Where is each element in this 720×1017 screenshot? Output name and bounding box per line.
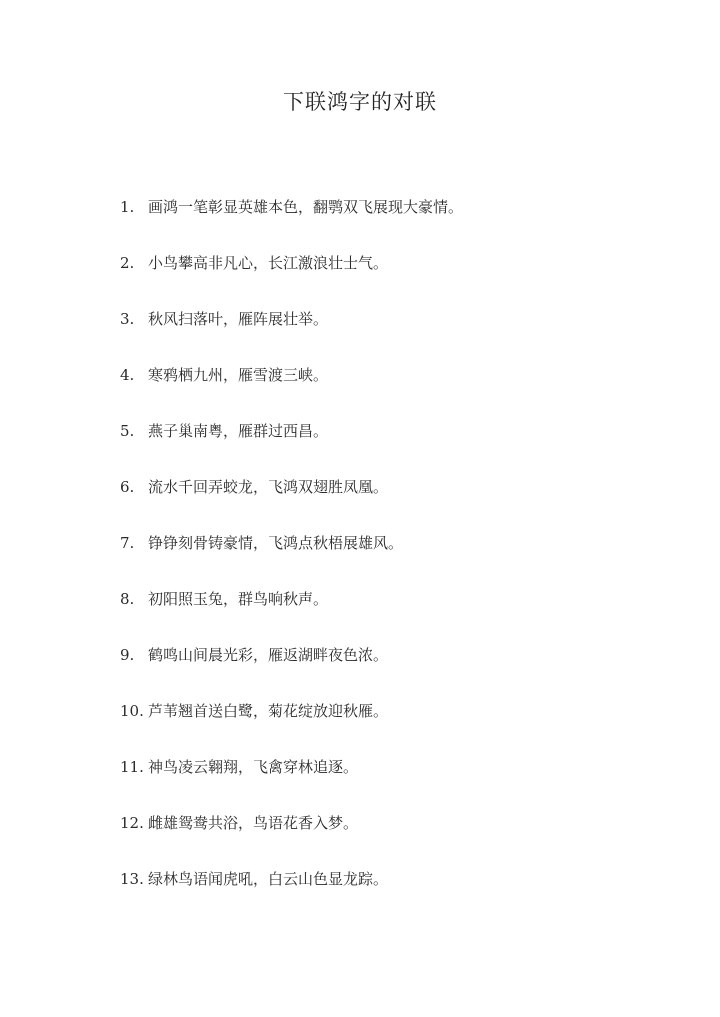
item-number: 11.	[120, 758, 144, 776]
item-number: 12.	[120, 814, 144, 832]
item-text: 绿林鸟语闻虎吼，白云山色显龙踪。	[148, 870, 389, 888]
item-number: 9.	[120, 646, 135, 664]
item-text: 雌雄鸳鸯共浴，鸟语花香入梦。	[148, 814, 359, 832]
list-item	[120, 361, 680, 417]
list-item	[120, 249, 680, 305]
list-item	[120, 809, 680, 865]
list-item	[120, 641, 680, 697]
list-item	[120, 473, 680, 529]
list-item	[120, 193, 680, 249]
list-item	[120, 529, 680, 585]
item-number: 10.	[120, 702, 144, 720]
list-item	[120, 697, 680, 753]
item-text: 流水千回弄蛟龙，飞鸿双翅胜凤凰。	[148, 478, 389, 496]
item-number: 1.	[120, 198, 135, 216]
item-number: 6.	[120, 478, 135, 496]
item-number: 13.	[120, 870, 144, 888]
item-text: 神鸟凌云翱翔，飞禽穿林追逐。	[148, 758, 359, 776]
item-text: 秋风扫落叶，雁阵展壮举。	[148, 310, 329, 328]
item-text: 寒鸦栖九州，雁雪渡三峡。	[148, 366, 329, 384]
item-text: 初阳照玉兔，群鸟响秋声。	[148, 590, 329, 608]
list-item	[120, 753, 680, 809]
couplet-list	[120, 193, 680, 921]
item-text: 小鸟攀高非凡心，长江激浪壮士气。	[148, 254, 389, 272]
list-item	[120, 585, 680, 641]
item-number: 5.	[120, 422, 135, 440]
list-item	[120, 417, 680, 473]
item-number: 4.	[120, 366, 135, 384]
list-item	[120, 865, 680, 921]
item-text: 鹤鸣山间晨光彩，雁返湖畔夜色浓。	[148, 646, 389, 664]
list-item	[120, 305, 680, 361]
item-number: 2.	[120, 254, 135, 272]
item-number: 3.	[120, 310, 135, 328]
item-text: 燕子巢南粤，雁群过西昌。	[148, 422, 329, 440]
document-title: 下联鸿字的对联	[283, 90, 437, 114]
item-text: 画鸿一笔彰显英雄本色，翻鹗双飞展现大豪情。	[148, 198, 464, 216]
item-text: 铮铮刻骨铸豪情，飞鸿点秋梧展雄风。	[148, 534, 404, 552]
item-number: 8.	[120, 590, 135, 608]
item-number: 7.	[120, 534, 135, 552]
item-text: 芦苇翘首送白鹭，菊花绽放迎秋雁。	[148, 702, 389, 720]
